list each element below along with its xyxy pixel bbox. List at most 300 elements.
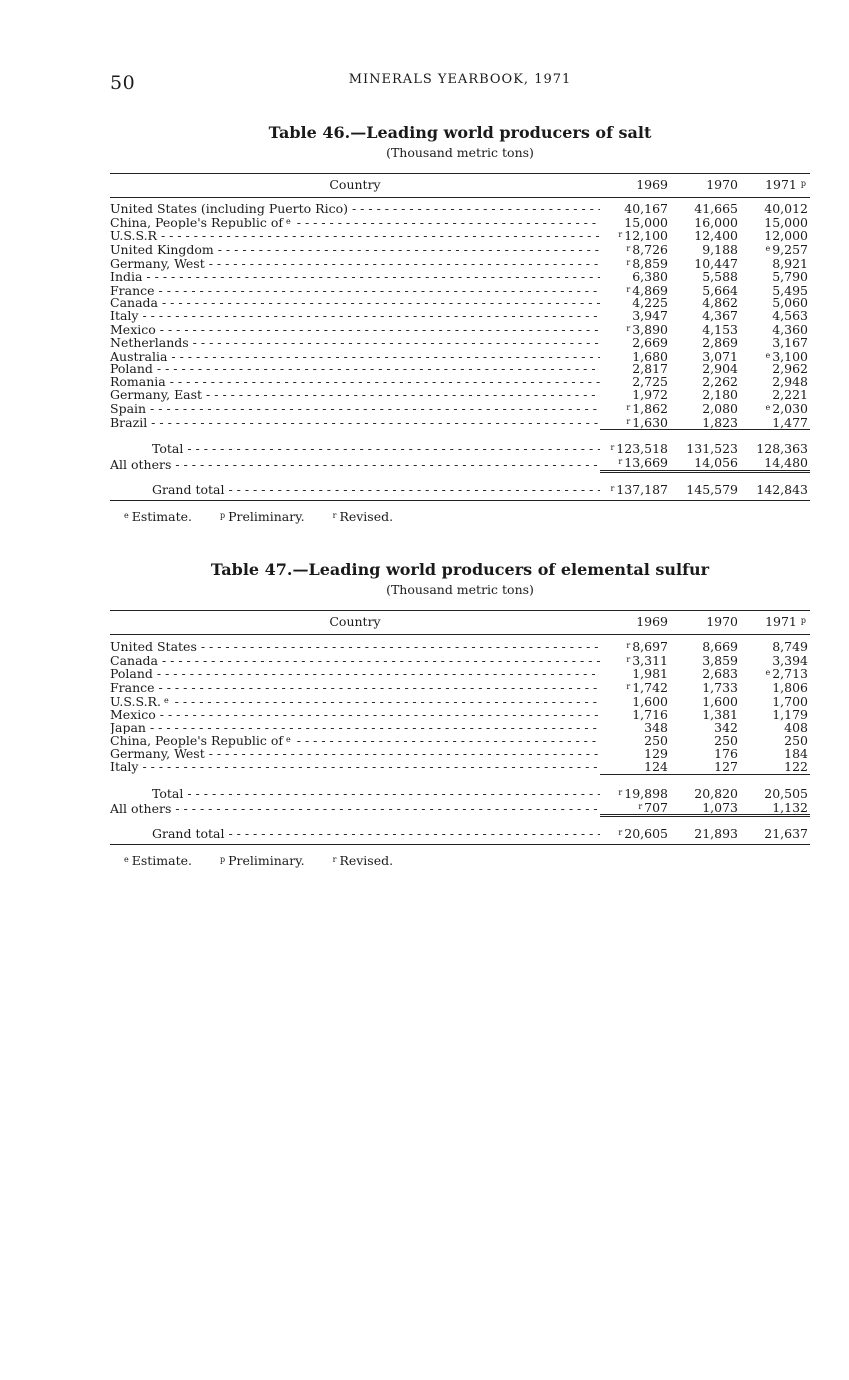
value-text: 128,363 <box>756 441 808 457</box>
table-row <box>110 761 810 774</box>
value-text: 4,225 <box>632 295 668 311</box>
table-46-notes <box>110 509 810 524</box>
country-label <box>110 403 600 416</box>
country-name: All others <box>110 458 172 472</box>
country-cell <box>110 416 600 430</box>
footnote-mark: r <box>626 402 631 412</box>
value-text: 184 <box>784 746 808 762</box>
country-cell <box>110 350 600 364</box>
value-text: 4,869 <box>632 282 668 298</box>
country-cell <box>110 681 600 695</box>
country-cell <box>110 667 600 681</box>
value-text: 21,637 <box>764 826 808 842</box>
country-name: Brazil <box>110 417 148 430</box>
country-cell <box>110 748 600 761</box>
value-text: 2,725 <box>632 374 668 390</box>
value-text: 2,869 <box>702 334 738 350</box>
value-cell <box>670 216 740 230</box>
country-label <box>110 734 600 748</box>
table-47-subtitle: (Thousand metric tons) <box>386 582 534 597</box>
footnote-mark: r <box>626 323 631 333</box>
country-label <box>110 203 600 216</box>
value-text: 4,862 <box>702 295 738 311</box>
country-cell <box>110 761 600 774</box>
col-1969-header: 1969 <box>636 176 668 192</box>
value-text: 250 <box>644 733 668 749</box>
country-cell <box>110 801 600 816</box>
country-name: Total <box>152 443 184 457</box>
value-text: 250 <box>784 733 808 749</box>
value-text: 2,713 <box>772 666 808 682</box>
value-cell <box>740 801 810 816</box>
footnote-mark: r <box>638 801 643 811</box>
footnote-mark: e <box>286 735 291 745</box>
value-text: 12,000 <box>764 228 808 244</box>
footnote-mark: r <box>626 682 631 692</box>
value-text: 1,600 <box>702 693 738 709</box>
value-text: 20,605 <box>624 826 668 842</box>
country-name: Spain <box>110 402 147 416</box>
table-46-subtitle: (Thousand metric tons) <box>386 145 534 160</box>
value-text: 1,179 <box>772 706 808 722</box>
table-row <box>110 197 810 215</box>
table-46-body <box>110 197 810 500</box>
footnote-mark: e <box>765 668 771 678</box>
value-cell <box>670 801 740 816</box>
value-text: 20,820 <box>694 785 738 801</box>
value-text: 8,726 <box>632 242 668 258</box>
footnote-mark: r <box>626 284 631 294</box>
country-label <box>110 748 600 761</box>
country-cell <box>110 297 600 310</box>
value-cell <box>600 430 670 456</box>
value-text: 9,188 <box>702 242 738 258</box>
country-cell <box>110 271 600 284</box>
country-name: Italy <box>110 310 139 323</box>
value-text: 1,862 <box>632 400 668 416</box>
country-label <box>110 417 600 430</box>
value-text: 1,630 <box>632 414 668 430</box>
country-cell <box>110 310 600 323</box>
value-text: 15,000 <box>624 214 668 230</box>
footnote <box>220 509 305 524</box>
value-text: 8,749 <box>772 638 808 654</box>
country-cell <box>110 722 600 735</box>
value-text: 5,664 <box>702 282 738 298</box>
value-text: 707 <box>644 799 668 815</box>
col-1971-header <box>740 611 810 635</box>
value-text: 348 <box>644 719 668 735</box>
table-47-grid <box>110 610 810 845</box>
country-label <box>110 244 600 257</box>
value-cell <box>740 416 810 430</box>
value-cell <box>670 243 740 257</box>
footnote-mark: e <box>163 695 169 705</box>
footnote-mark: r <box>618 828 623 838</box>
footnote-mark: p <box>220 855 226 865</box>
country-name: Poland <box>110 668 153 682</box>
footnote-mark: e <box>765 402 771 412</box>
table-46-grid <box>110 173 810 501</box>
value-cell <box>600 681 670 695</box>
value-text: 129 <box>644 746 668 762</box>
value-cell <box>740 471 810 500</box>
country-label <box>110 788 600 801</box>
col-country-header: Country <box>329 613 381 629</box>
country-name: Japan <box>110 721 146 735</box>
country-label <box>110 722 600 735</box>
footnote-mark: r <box>626 257 631 267</box>
footnote <box>124 853 192 868</box>
value-cell <box>740 229 810 243</box>
country-cell <box>110 709 600 722</box>
table-row <box>110 654 810 668</box>
country-cell <box>110 471 600 500</box>
value-text: 123,518 <box>616 441 668 457</box>
country-cell <box>110 216 600 230</box>
country-label <box>110 230 600 243</box>
footnote-text: Preliminary. <box>228 508 305 524</box>
value-text: 142,843 <box>756 481 808 497</box>
value-text: 2,904 <box>702 361 738 377</box>
country-label <box>110 761 600 774</box>
value-text: 1,700 <box>772 693 808 709</box>
country-label <box>110 351 600 364</box>
country-name: Germany, East <box>110 388 203 402</box>
country-label <box>110 297 600 310</box>
table-row <box>110 402 810 416</box>
value-cell <box>740 774 810 800</box>
country-cell <box>110 634 600 653</box>
table-row <box>110 229 810 243</box>
value-text: 124 <box>644 758 668 774</box>
country-cell <box>110 816 600 845</box>
value-text: 3,071 <box>702 348 738 364</box>
country-name: France <box>110 284 155 298</box>
value-cell <box>670 816 740 845</box>
table-row <box>110 216 810 230</box>
value-text: 19,898 <box>624 785 668 801</box>
value-cell <box>600 634 670 653</box>
footnote-mark: r <box>610 483 615 493</box>
value-cell <box>740 681 810 695</box>
value-text: 3,859 <box>702 652 738 668</box>
country-cell <box>110 337 600 350</box>
country-label <box>110 271 600 284</box>
value-cell <box>670 654 740 668</box>
value-text: 10,447 <box>694 255 738 271</box>
country-cell <box>110 402 600 416</box>
value-text: 2,262 <box>702 374 738 390</box>
preliminary-mark: p <box>800 179 806 188</box>
footnote-mark: e <box>765 244 771 254</box>
value-cell <box>600 801 670 816</box>
footnote-text: Revised. <box>339 508 394 524</box>
country-name: Italy <box>110 761 139 775</box>
country-name: Total <box>152 787 184 801</box>
table-47-notes <box>110 853 810 868</box>
value-text: 2,817 <box>632 361 668 377</box>
country-cell <box>110 774 600 800</box>
country-name: All others <box>110 803 172 816</box>
country-name: Germany, West <box>110 748 205 761</box>
value-text: 3,394 <box>772 652 808 668</box>
country-name: Mexico <box>110 708 156 722</box>
table-row <box>110 709 810 722</box>
col-country-header: Country <box>329 176 381 192</box>
country-name: Poland <box>110 363 153 377</box>
footnote-mark: r <box>332 855 337 865</box>
value-text: 1,716 <box>632 706 668 722</box>
table-46 <box>110 123 810 524</box>
value-text: 5,060 <box>772 295 808 311</box>
country-label <box>110 484 600 497</box>
footnote <box>333 509 393 524</box>
value-text: 1,381 <box>702 706 738 722</box>
country-cell <box>110 654 600 668</box>
col-1970-header: 1970 <box>706 176 738 192</box>
value-text: 408 <box>784 719 808 735</box>
footnote <box>220 853 305 868</box>
country-cell <box>110 695 600 709</box>
value-cell <box>670 471 740 500</box>
value-text: 342 <box>714 719 738 735</box>
value-cell <box>600 758 670 774</box>
value-text: 1,981 <box>632 666 668 682</box>
table-46-header-row <box>110 174 810 198</box>
footnote-mark: r <box>626 416 631 426</box>
table-row <box>110 243 810 257</box>
footnote-mark: e <box>765 350 771 360</box>
country-label <box>110 682 600 695</box>
value-cell <box>740 243 810 257</box>
table-47 <box>110 560 810 868</box>
country-cell <box>110 376 600 389</box>
value-text: 176 <box>714 746 738 762</box>
value-text: 5,495 <box>772 282 808 298</box>
value-cell <box>740 816 810 845</box>
footnote-mark: p <box>220 510 226 520</box>
value-cell <box>600 402 670 416</box>
value-cell <box>670 197 740 215</box>
country-name: China, People's Republic of <box>110 734 284 749</box>
footnote-mark: e <box>286 216 291 226</box>
country-name: Romania <box>110 376 166 389</box>
value-cell <box>600 456 670 471</box>
footnote-text: Revised. <box>339 853 394 869</box>
country-label <box>110 459 600 472</box>
country-name: India <box>110 270 143 284</box>
country-label <box>110 216 600 230</box>
value-cell <box>740 402 810 416</box>
country-cell <box>110 456 600 471</box>
value-text: 4,367 <box>702 308 738 324</box>
table-row <box>110 634 810 653</box>
footnote-text: Estimate. <box>131 508 192 524</box>
country-label <box>110 668 600 681</box>
value-text: 127 <box>714 758 738 774</box>
value-cell <box>740 197 810 215</box>
table-46-title: Table 46.—Leading world producers of salt <box>268 123 652 142</box>
country-label <box>110 709 600 722</box>
value-text: 250 <box>714 733 738 749</box>
value-text: 2,030 <box>772 400 808 416</box>
value-text: 145,579 <box>686 481 738 497</box>
footnote-mark: r <box>610 443 615 453</box>
value-text: 5,588 <box>702 268 738 284</box>
value-text: 8,921 <box>772 255 808 271</box>
value-cell <box>670 402 740 416</box>
country-label <box>110 641 600 654</box>
footnote-text: Estimate. <box>131 853 192 869</box>
value-text: 1,680 <box>632 348 668 364</box>
value-cell <box>740 216 810 230</box>
footnote-mark: r <box>618 787 623 797</box>
value-text: 15,000 <box>764 214 808 230</box>
country-cell <box>110 734 600 748</box>
footnote-mark: r <box>332 510 337 520</box>
value-text: 122 <box>784 758 808 774</box>
value-text: 1,073 <box>702 799 738 815</box>
country-name: Grand total <box>152 483 225 497</box>
value-text: 137,187 <box>616 481 668 497</box>
value-cell <box>600 197 670 215</box>
value-cell <box>670 667 740 681</box>
value-text: 14,056 <box>694 455 738 471</box>
table-row <box>110 416 810 430</box>
value-cell <box>670 430 740 456</box>
preliminary-mark: p <box>800 616 806 625</box>
value-cell <box>600 654 670 668</box>
value-text: 16,000 <box>694 214 738 230</box>
value-cell <box>670 456 740 471</box>
footnote <box>333 853 393 868</box>
footnote <box>124 509 192 524</box>
value-cell <box>670 634 740 653</box>
value-cell <box>600 243 670 257</box>
country-label <box>110 363 600 376</box>
value-text: 6,380 <box>632 268 668 284</box>
footnote-mark: r <box>618 457 623 467</box>
country-cell <box>110 323 600 337</box>
country-label <box>110 443 600 456</box>
country-cell <box>110 363 600 376</box>
table-row <box>110 681 810 695</box>
value-cell <box>600 471 670 500</box>
value-text: 2,683 <box>702 666 738 682</box>
table-47-body <box>110 634 810 844</box>
country-label <box>110 655 600 668</box>
country-cell <box>110 389 600 402</box>
country-name: Canada <box>110 654 158 668</box>
table-47-header-row <box>110 611 810 635</box>
table-row <box>110 722 810 735</box>
running-title: MINERALS YEARBOOK, 1971 <box>348 72 572 87</box>
value-cell <box>600 667 670 681</box>
value-text: 12,400 <box>694 228 738 244</box>
country-label <box>110 803 600 816</box>
value-text: 12,100 <box>624 228 668 244</box>
value-text: 2,180 <box>702 386 738 402</box>
value-text: 1,132 <box>772 799 808 815</box>
value-cell <box>600 416 670 430</box>
page-number: 50 <box>110 72 136 94</box>
country-cell <box>110 430 600 456</box>
value-cell <box>740 430 810 456</box>
footnote-mark: r <box>626 640 631 650</box>
country-name: France <box>110 682 155 695</box>
value-text: 3,311 <box>632 652 668 668</box>
table-row <box>110 734 810 748</box>
footnote-text: Preliminary. <box>228 853 305 869</box>
country-label <box>110 389 600 402</box>
value-cell <box>740 634 810 653</box>
others-row <box>110 801 810 816</box>
footnote-mark: e <box>124 855 129 865</box>
value-cell <box>670 229 740 243</box>
value-text: 2,669 <box>632 334 668 350</box>
country-label <box>110 695 600 709</box>
value-text: 8,859 <box>632 255 668 271</box>
value-cell <box>670 758 740 774</box>
country-name: Grand total <box>152 828 225 842</box>
country-cell <box>110 257 600 271</box>
value-text: 20,505 <box>764 785 808 801</box>
value-text: 1,806 <box>772 680 808 696</box>
col-1970-header: 1970 <box>706 613 738 629</box>
country-cell <box>110 243 600 257</box>
table-row <box>110 667 810 681</box>
value-text: 1,477 <box>772 414 808 430</box>
footnote-mark: e <box>124 510 129 520</box>
value-text: 41,665 <box>694 200 738 216</box>
value-text: 14,480 <box>764 455 808 471</box>
table-row <box>110 748 810 761</box>
col-1971-header <box>740 174 810 198</box>
value-text: 4,153 <box>702 321 738 337</box>
value-text: 1,823 <box>702 414 738 430</box>
value-text: 3,890 <box>632 321 668 337</box>
country-name: Netherlands <box>110 336 189 350</box>
total-row <box>110 430 810 456</box>
value-text: 3,100 <box>772 348 808 364</box>
value-cell <box>600 216 670 230</box>
total-row <box>110 774 810 800</box>
value-text: 21,893 <box>694 826 738 842</box>
country-name: U.S.S.R <box>110 230 157 244</box>
footnote-mark: r <box>626 244 631 254</box>
grand-row <box>110 471 810 500</box>
country-name: Canada <box>110 297 158 311</box>
col-1971-label: 1971 <box>765 177 797 192</box>
country-name: Germany, West <box>110 257 205 271</box>
country-cell <box>110 229 600 243</box>
country-name: United States <box>110 640 197 654</box>
value-text: 40,167 <box>624 200 668 216</box>
value-text: 1,972 <box>632 386 668 402</box>
country-name: U.S.S.R. <box>110 694 161 709</box>
country-label <box>110 258 600 271</box>
value-text: 4,360 <box>772 321 808 337</box>
country-label <box>110 285 600 298</box>
value-text: 40,012 <box>764 200 808 216</box>
value-text: 2,962 <box>772 361 808 377</box>
value-cell <box>670 416 740 430</box>
value-text: 4,563 <box>772 308 808 324</box>
footnote-mark: r <box>618 230 623 240</box>
grand-row <box>110 816 810 845</box>
country-name: Mexico <box>110 323 156 337</box>
